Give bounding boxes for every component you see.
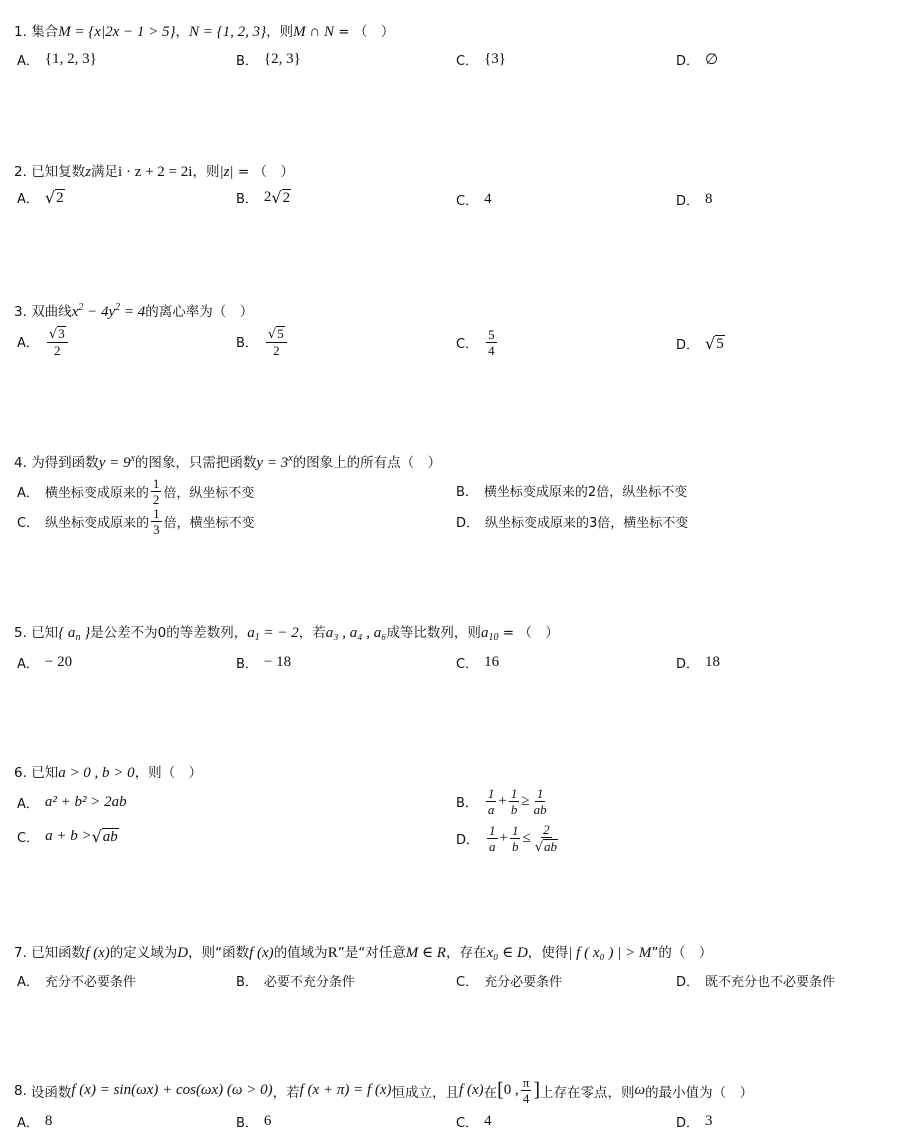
fraction-1-over-a	[487, 824, 498, 853]
denominator: a	[487, 802, 495, 817]
function-definition: f (x) = sin(ωx) + cos(ωx) (ω > 0)	[71, 1082, 273, 1098]
option-value: a + b >	[45, 828, 92, 844]
denominator: ab	[544, 839, 558, 854]
fraction	[151, 477, 162, 506]
inequality: | f ( x₀ ) | > M	[568, 945, 652, 961]
fraction: 2 √ ab	[534, 822, 558, 856]
radicand: ab	[102, 828, 118, 845]
numerator: 1	[152, 476, 160, 491]
relation: ≤	[522, 830, 531, 847]
sqrt: √ 5	[705, 334, 724, 354]
function-2	[256, 455, 292, 471]
option-value: {2, 3}	[263, 51, 301, 67]
option-b[interactable]: B． $\frac{1}{a}$ + $\frac{1}{b}$ ≥ $\frac{1}{ab}$	[456, 786, 547, 817]
denominator: b	[511, 839, 519, 855]
geometric-terms: a₃ , a₄ , a₆	[325, 625, 387, 641]
option-label: D．	[676, 975, 700, 990]
denominator: 2	[273, 343, 280, 359]
option-text: 倍，横坐标不变	[163, 516, 255, 531]
question-stem	[14, 761, 202, 782]
numerator: 1	[153, 506, 160, 521]
option-value: − 18	[263, 654, 292, 670]
numerator: 1	[510, 786, 518, 801]
stem-text: = （ ）	[233, 164, 294, 180]
option-label: B．	[236, 975, 258, 990]
numerator: 1	[487, 786, 495, 801]
option-a[interactable]	[17, 971, 136, 990]
subscript: 1	[254, 632, 260, 643]
stem-text: 上存在零点，则	[540, 1084, 635, 1101]
option-b[interactable]	[236, 971, 355, 990]
first-term	[247, 625, 299, 641]
option-value: 18	[705, 654, 721, 670]
option-label: D．	[456, 833, 480, 849]
func-base: y = 9	[98, 455, 131, 471]
subscript: n	[75, 632, 81, 643]
option-value: 4	[484, 191, 492, 207]
option-label: A．	[17, 54, 39, 69]
option-text: 倍，纵坐标不变	[163, 486, 255, 501]
set-n: N = {1, 2, 3}	[189, 24, 267, 40]
fraction-1-over-a	[486, 787, 497, 816]
option-label: A．	[17, 797, 39, 812]
fraction	[151, 507, 162, 536]
stem-text: 恒成立，且	[391, 1084, 460, 1101]
var-z: z	[85, 164, 92, 180]
function-fx: f (x)	[85, 945, 110, 961]
numerator: 1	[489, 823, 496, 839]
option-d[interactable]: D． $\frac{1}{a}$ + $\frac{1}{b}$ ≤ 2 √ ab	[456, 823, 562, 854]
fraction	[486, 328, 497, 357]
question-stem	[14, 1076, 753, 1105]
option-value: a² + b² > 2ab	[44, 794, 127, 810]
option-c[interactable]	[17, 827, 119, 846]
eq-part: x	[71, 304, 79, 320]
question-number: 1.	[14, 24, 27, 40]
hyperbola-equation	[72, 304, 146, 320]
m-in-r: M ∈ R	[405, 945, 446, 961]
option-value: 4	[484, 1113, 492, 1129]
option-label: C．	[456, 1116, 479, 1131]
option-value: 16	[484, 654, 500, 670]
sqrt: √ ab	[91, 827, 118, 847]
reals: R	[327, 945, 338, 961]
exponent: x	[130, 453, 135, 464]
denominator: 4	[522, 1091, 530, 1106]
stem-text: 的最小值为（ ）	[645, 1084, 754, 1101]
subscript: 10	[488, 632, 499, 643]
stem-text: 的定义域为	[109, 945, 178, 961]
stem-text: 为得到函数	[31, 455, 99, 471]
sqrt: √ 2	[271, 188, 291, 208]
denominator: a	[489, 839, 496, 855]
option-a[interactable]	[17, 477, 254, 506]
term: a	[247, 625, 255, 641]
numerator: 1	[511, 823, 519, 839]
option-label: B．	[236, 336, 258, 352]
fraction: √ 3 2	[47, 326, 68, 357]
question-stem	[14, 20, 394, 41]
stem-text: 已知函数	[31, 945, 86, 961]
question-number: 6.	[14, 765, 27, 781]
term-value: = − 2	[259, 625, 299, 641]
sqrt: √ 2	[44, 188, 64, 208]
option-value: 充分必要条件	[484, 975, 563, 990]
option-label: A．	[17, 192, 39, 207]
option-d[interactable]	[456, 512, 688, 531]
stem-text: 双曲线	[31, 304, 72, 320]
question-number: 4.	[14, 455, 27, 471]
option-a[interactable]	[17, 50, 97, 69]
numerator: 1	[536, 786, 544, 801]
stem-text: 已知	[31, 765, 59, 781]
option-d[interactable]	[676, 334, 725, 353]
question-number: 8.	[14, 1082, 27, 1099]
option-a[interactable]	[17, 793, 127, 812]
option-label: A．	[17, 1116, 39, 1131]
denominator: 2	[54, 343, 61, 359]
question-stem	[14, 941, 712, 962]
option-label: C．	[456, 975, 479, 990]
function-1	[99, 455, 135, 471]
stem-text: = （ ）	[498, 625, 559, 641]
option-b[interactable]	[236, 50, 301, 69]
stem-text: 的离心率为（ ）	[145, 304, 254, 320]
stem-text: 成等比数列，则	[386, 625, 481, 641]
option-a[interactable]	[17, 653, 72, 672]
stem-text: 的图象，只需把函数	[134, 455, 257, 471]
denominator: 3	[153, 522, 160, 537]
option-value: 6	[263, 1113, 272, 1129]
option-label: C．	[456, 657, 479, 672]
interval: [ 0 , $\frac{\pi}{4}$ ]	[497, 1075, 541, 1106]
option-value: {3}	[484, 51, 506, 67]
option-a[interactable]	[17, 1112, 52, 1131]
stem-text: 的值域为	[273, 945, 328, 961]
stem-text: ，存在	[445, 945, 487, 961]
periodicity: f (x + π) = f (x)	[299, 1082, 392, 1098]
option-label: D．	[676, 1116, 700, 1131]
stem-text: ，则	[192, 164, 220, 180]
stem-text: 已知复数	[31, 164, 86, 180]
stem-text: ，	[175, 24, 189, 40]
option-label: C．	[456, 194, 479, 209]
function-fx: f (x)	[249, 945, 274, 961]
fraction	[532, 787, 549, 816]
option-d[interactable]	[676, 653, 720, 672]
option-label: B．	[236, 1116, 258, 1131]
abs-z: |z|	[219, 164, 234, 180]
domain-d: D	[177, 945, 189, 961]
stem-text: 是公差不为0的等差数列，	[90, 625, 248, 641]
exponent: 2	[115, 302, 121, 313]
stem-text: ”的（ ）	[651, 945, 713, 961]
omega: ω	[634, 1082, 646, 1098]
option-text: 纵坐标变成原来的	[45, 516, 150, 531]
question-stem	[14, 621, 559, 642]
option-b[interactable]	[236, 188, 291, 207]
question-number: 2.	[14, 164, 27, 180]
stem-text: = （ ）	[333, 24, 395, 40]
coefficient: 2	[263, 189, 272, 205]
option-value: {1, 2, 3}	[44, 51, 97, 67]
option-label: B．	[236, 54, 258, 69]
denominator: 2	[152, 492, 160, 507]
option-label: D．	[456, 516, 480, 531]
option-value: ∅	[705, 52, 719, 68]
option-d[interactable]	[676, 50, 718, 69]
numerator: π	[522, 1075, 530, 1090]
option-label: B．	[236, 657, 258, 672]
eq-part: = 4	[120, 304, 146, 320]
set-m: M = {x|2x − 1 > 5}	[58, 24, 176, 40]
option-value: − 20	[44, 654, 73, 670]
option-label: D．	[676, 194, 700, 209]
option-label: D．	[676, 338, 700, 353]
option-value: 充分不必要条件	[44, 975, 136, 990]
numerator: 2	[543, 822, 550, 837]
option-d[interactable]	[676, 190, 713, 209]
sequence	[58, 625, 90, 641]
option-text: 横坐标变成原来的	[44, 486, 149, 501]
denominator: 4	[488, 343, 495, 358]
intersection: M ∩ N	[293, 24, 334, 40]
question-stem	[14, 451, 441, 472]
seq-part: { a	[58, 625, 76, 641]
option-label: C．	[456, 337, 479, 352]
option-d[interactable]	[676, 1112, 713, 1131]
denominator: b	[510, 802, 518, 817]
interval-left: 0 ,	[503, 1082, 519, 1098]
option-b[interactable]	[456, 481, 687, 500]
option-b[interactable]	[236, 653, 291, 672]
x0-in-d: x₀ ∈ D	[486, 945, 528, 961]
option-text: 纵坐标变成原来的3倍，横坐标不变	[485, 516, 689, 531]
option-label: A．	[17, 486, 39, 501]
option-c[interactable]	[456, 190, 492, 209]
func-base: y = 3	[256, 455, 289, 471]
numerator: 3	[58, 326, 65, 341]
stem-text: ，使得	[527, 945, 569, 961]
option-value: 3	[705, 1113, 713, 1129]
fraction	[521, 1076, 532, 1105]
option-label: C．	[456, 54, 479, 69]
radicand: 2	[56, 189, 64, 206]
option-b[interactable]	[236, 326, 289, 357]
question-number: 5.	[14, 625, 27, 641]
option-a[interactable]	[17, 326, 70, 357]
option-value: 8	[705, 191, 713, 207]
option-label: C．	[17, 831, 40, 846]
radicand: 5	[716, 335, 724, 352]
option-value: 必要不充分条件	[263, 975, 355, 990]
option-c[interactable]	[456, 653, 499, 672]
stem-text: 已知	[31, 625, 59, 641]
relation: ≥	[521, 793, 530, 809]
option-label: A．	[17, 657, 39, 672]
stem-text: ，则（ ）	[134, 765, 203, 781]
stem-text: ”是“对任意	[337, 945, 406, 961]
radicand: 2	[282, 189, 291, 206]
numerator: 5	[488, 327, 495, 342]
stem-text: 的图象上的所有点（ ）	[292, 455, 442, 471]
option-c[interactable]	[17, 507, 255, 536]
option-label: A．	[17, 975, 39, 990]
option-b[interactable]	[236, 1112, 271, 1131]
fraction-1-over-b	[509, 787, 520, 816]
option-label: B．	[456, 485, 478, 500]
fraction: √ 5 2	[266, 326, 287, 357]
option-value: 8	[44, 1113, 53, 1129]
question-stem	[14, 160, 294, 181]
option-label: D．	[676, 54, 700, 69]
option-label: B．	[236, 192, 258, 207]
option-c[interactable]	[456, 971, 562, 990]
question-number: 7.	[14, 945, 27, 961]
seq-part: }	[80, 625, 91, 641]
stem-text: ，则	[266, 24, 294, 40]
option-c[interactable]	[456, 1112, 492, 1131]
fraction-1-over-b	[510, 824, 521, 853]
option-d[interactable]	[676, 971, 835, 990]
question-stem	[14, 300, 253, 321]
stem-text: 满足	[91, 164, 119, 180]
function-fx: f (x)	[459, 1082, 484, 1098]
stem-text: 设函数	[30, 1084, 72, 1101]
stem-text: ，则“函数	[188, 945, 250, 961]
option-label: D．	[676, 657, 700, 672]
eq-part: − 4y	[83, 304, 116, 320]
option-c[interactable]	[456, 50, 506, 69]
equation: i · z + 2 = 2i	[118, 164, 193, 180]
option-c[interactable]	[456, 328, 499, 357]
denominator: ab	[533, 802, 547, 817]
option-text: 横坐标变成原来的2倍，纵坐标不变	[483, 485, 688, 500]
numerator: 5	[277, 326, 284, 341]
option-label: A．	[17, 336, 39, 352]
condition: a > 0 , b > 0	[58, 765, 135, 781]
term: a	[480, 625, 489, 641]
stem-text: ，若	[298, 625, 326, 641]
tenth-term	[481, 625, 499, 641]
stem-text: 在	[483, 1084, 498, 1101]
stem-text: ，若	[272, 1084, 300, 1101]
option-label: B．	[456, 796, 478, 811]
stem-text: 集合	[31, 24, 59, 40]
option-label: C．	[17, 516, 40, 531]
option-value: 既不充分也不必要条件	[705, 975, 836, 990]
question-number: 3.	[14, 304, 27, 320]
exponent: 2	[78, 302, 84, 313]
exponent: x	[288, 453, 293, 464]
option-a[interactable]	[17, 188, 65, 207]
